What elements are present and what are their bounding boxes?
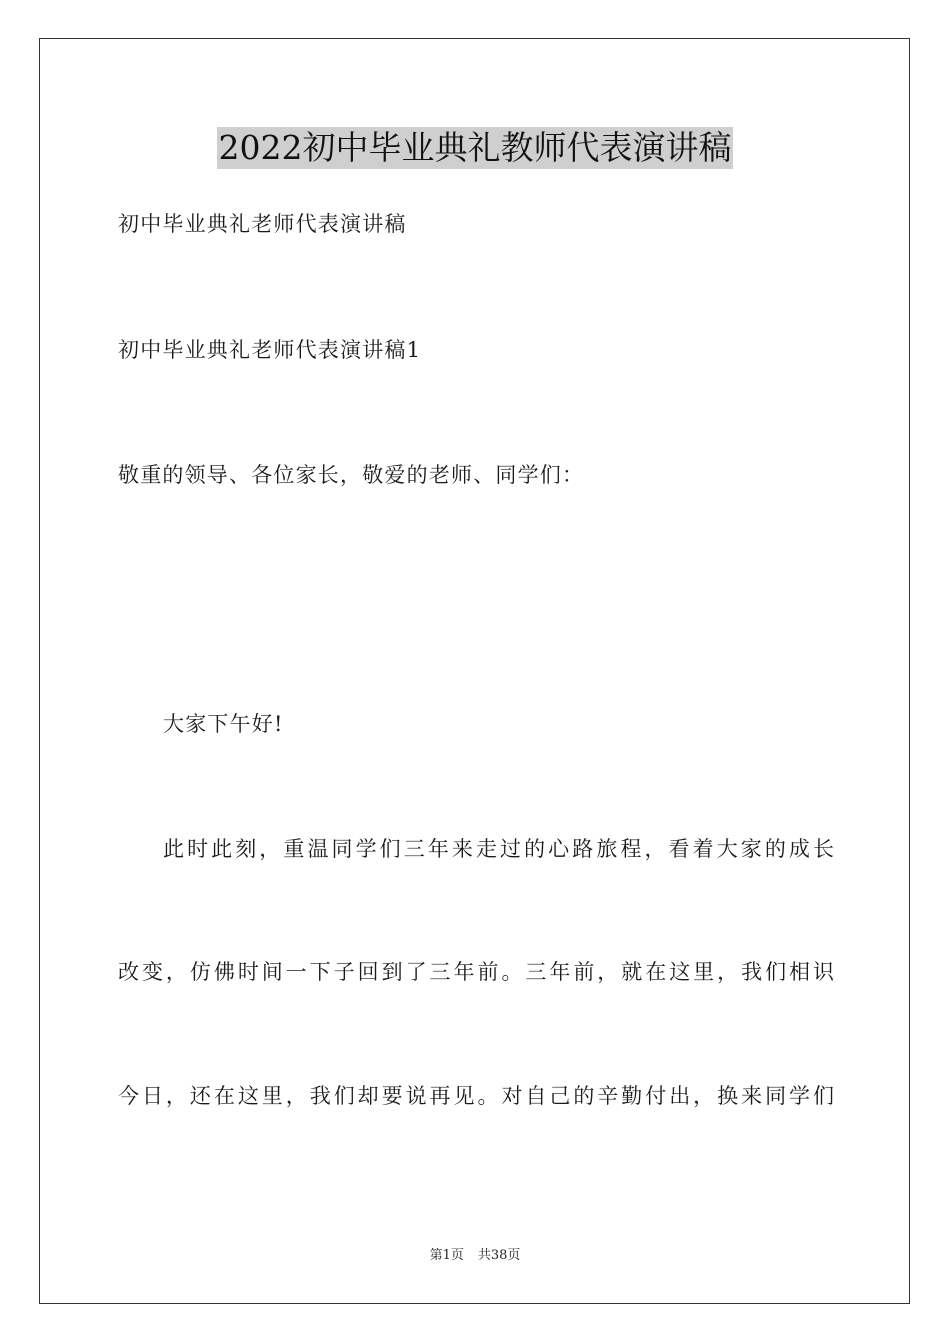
paragraph-greeting: 大家下午好!	[163, 712, 284, 736]
page-number: 第1页	[429, 1248, 464, 1263]
paragraph-subtitle: 初中毕业典礼老师代表演讲稿	[118, 212, 407, 236]
paragraph-body-line-3: 今日，还在这里，我们却要说再见。对自己的辛勤付出，换来同学们	[118, 1084, 834, 1108]
paragraph-salutation: 敬重的领导、各位家长，敬爱的老师、同学们：	[118, 463, 585, 487]
paragraph-body-line-1: 此时此刻，重温同学们三年来走过的心路旅程，看着大家的成长	[163, 837, 834, 861]
title-container	[0, 127, 950, 169]
page-footer	[0, 1247, 950, 1265]
document-title: 2022初中毕业典礼教师代表演讲稿	[218, 128, 732, 167]
paragraph-body-line-2: 改变，仿佛时间一下子回到了三年前。三年前，就在这里，我们相识	[118, 960, 834, 984]
page-total: 共38页	[477, 1248, 521, 1263]
paragraph-section-heading: 初中毕业典礼老师代表演讲稿1	[118, 338, 422, 362]
